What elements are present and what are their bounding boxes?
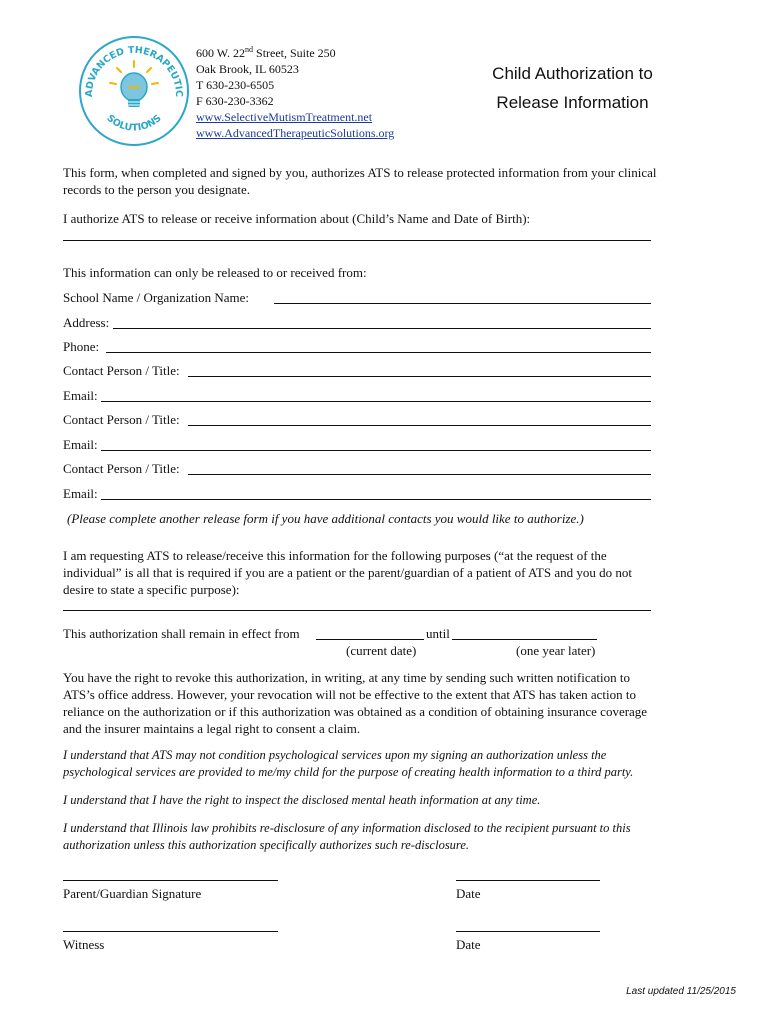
parent-signature-line[interactable] [63,880,278,881]
date-2-line[interactable] [456,931,600,932]
witness-signature-line[interactable] [63,931,278,932]
intro-paragraph: This form, when completed and signed by you, authorizes ATS to release protected information from your clinical records to the person you designate. [63,165,657,197]
logo-text-top: ADVANCED THERAPEUTIC [83,44,185,98]
website-link-ats[interactable]: www.AdvancedTherapeuticSolutions.org [196,126,395,140]
phone-number: T 630-230-6505 [196,78,275,92]
field-label-email-1: Email: [63,388,98,403]
purpose-paragraph: I am requesting ATS to release/receive this information for the following purposes (“at the request of the individual” is all that is required if you are a patient or the parent/guardian of a patient of ATS and you do not desire to state a specific purpose): [63,548,632,597]
form-title-line1: Child Authorization to [492,64,653,83]
purpose-line[interactable] [63,610,651,611]
date-1-line[interactable] [456,880,600,881]
last-updated-footer: Last updated 11/25/2015 [626,986,736,997]
contact-3-line[interactable] [188,474,651,475]
inspect-statement: I understand that I have the right to inspect the disclosed mental heath information at any time. [63,793,541,807]
current-date-caption: (current date) [346,643,417,658]
date-2-label: Date [456,937,481,952]
witness-label: Witness [63,937,105,952]
one-year-caption: (one year later) [516,643,596,658]
illinois-law-statement: I understand that Illinois law prohibits re-disclosure of any information disclosed to the recipient pursuant to this authorization unless this authorization specifically authorizes such re-disclosure. [63,821,631,852]
release-from-statement: This information can only be released to or received from: [63,265,367,280]
organization-name-line[interactable] [274,303,651,304]
form-title [470,59,675,117]
parent-signature-label: Parent/Guardian Signature [63,886,202,901]
field-label-email-2: Email: [63,437,98,452]
address-line1: 600 W. 22nd Street, Suite 250 [196,45,336,60]
field-label-contact-2: Contact Person / Title: [63,412,180,427]
address-block [196,42,394,141]
revocation-paragraph: You have the right to revoke this authorization, in writing, at any time by sending such written notification to ATS’s office address. However, your revocation will not be effective to the extent that ATS has taken action to reliance on the authorization or if this authorization was obtained as a condition of obtaining insurance coverage and the insurer maintains a legal right to consent a claim. [63,670,648,736]
date-1-label: Date [456,886,481,901]
field-label-contact-3: Contact Person / Title: [63,461,180,476]
condition-statement: I understand that ATS may not condition psychological services upon my signing an authorization unless the psychological services are provided to me/my child for the purpose of creating health information to a third party. [63,748,634,779]
address-line[interactable] [113,328,651,329]
contact-2-line[interactable] [188,425,651,426]
start-date-line[interactable] [316,639,424,640]
field-label-email-3: Email: [63,486,98,501]
field-label-address: Address: [63,315,110,330]
effect-until-label: until [426,626,450,641]
website-link-selective-mutism[interactable]: www.SelectiveMutismTreatment.net [196,110,373,124]
effect-from-label: This authorization shall remain in effect from [63,626,300,641]
field-label-contact-1: Contact Person / Title: [63,363,180,378]
contact-1-line[interactable] [188,376,651,377]
field-label-organization: School Name / Organization Name: [63,290,250,305]
phone-line[interactable] [106,352,651,353]
authorize-statement: I authorize ATS to release or receive information about (Child’s Name and Date of Birth): [63,211,531,226]
address-line2: Oak Brook, IL 60523 [196,62,299,76]
email-2-line[interactable] [101,450,651,451]
fax-number: F 630-230-3362 [196,94,274,108]
logo-text-bottom: SOLUTIONS [104,112,164,134]
email-3-line[interactable] [101,499,651,500]
additional-contacts-note: (Please complete another release form if you have additional contacts you would like to authorize.) [67,511,584,526]
end-date-line[interactable] [452,639,597,640]
form-title-line2: Release Information [496,93,649,112]
child-name-dob-line[interactable] [63,240,651,241]
ats-logo [78,35,190,147]
field-label-phone: Phone: [63,339,100,354]
email-1-line[interactable] [101,401,651,402]
